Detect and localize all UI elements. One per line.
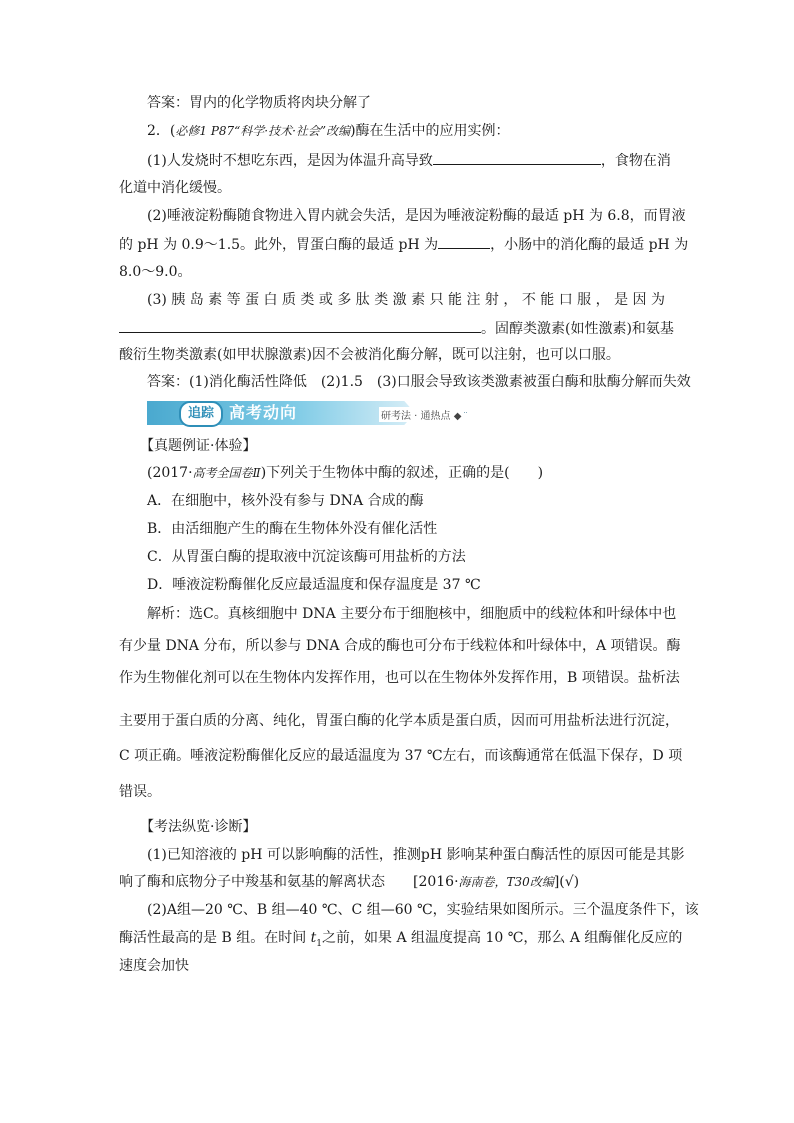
sub-question-3-cont — [119, 318, 674, 339]
sub-question-2: (2)唾液淀粉酶随食物进入胃内就会失活，是因为唾液淀粉酶的最适 pH 为 6.8，而胃液 — [147, 208, 686, 224]
sub-question-3: (3) 胰 岛 素 等 蛋 白 质 类 或 多 肽 类 激 素 只 能 注 射 ， 不 能 口 服 ， 是 因 为 — [147, 292, 665, 308]
time-variable: t — [310, 930, 317, 946]
answer-blank — [438, 234, 490, 249]
text-segment: ，小肠中的消化酶的最适 pH 为 — [490, 237, 689, 253]
banner-note: 研考法 · 通热点 ◆ — [379, 407, 463, 422]
diagnosis-2-cont — [119, 928, 682, 954]
section-heading-diagnosis: 【考法纵览·诊断】 — [140, 819, 257, 835]
analysis-line-5: C 项正确。唾液淀粉酶催化反应的最适温度为 37 ℃左右，而该酶通常在低温下保存，D 项 — [119, 748, 683, 764]
banner-title: 高考动向 — [229, 403, 298, 422]
diagnosis-1-cont — [119, 872, 579, 892]
analysis-line-4: 主要用于蛋白质的分离、纯化，胃蛋白酶的化学本质是蛋白质，因而可用盐析法进行沉淀， — [119, 713, 679, 729]
sub-question-1 — [147, 150, 671, 171]
text-segment: 的 pH 为 0.9～1.5。此外，胃蛋白酶的最适 pH 为 — [119, 237, 439, 253]
analysis-line-2: 有少量 DNA 分布，所以参与 DNA 合成的酶也可分布于线粒体和叶绿体中，A 项错误。酶 — [119, 638, 681, 654]
source-note: 高考全国卷Ⅱ — [192, 466, 261, 480]
source-note: 海南卷，T30改编 — [458, 875, 554, 889]
text-segment: (1)人发烧时不想吃东西，是因为体温升高导致 — [147, 153, 433, 169]
banner-badge: 追踪 — [179, 401, 223, 427]
question-2-title — [147, 121, 510, 141]
diagnosis-1: (1)已知溶液的 pH 可以影响酶的活性，推测pH 影响某种蛋白酶活性的原因可能是其影 — [147, 847, 685, 863]
text-segment: 响了酶和底物分子中羧基和氨基的解离状态 [2016· — [119, 874, 459, 890]
sub-question-2-end: 8.0～9.0。 — [119, 264, 192, 280]
sub-question-1-cont: 化道中消化缓慢。 — [119, 180, 231, 196]
sub-question-3-end: 酸衍生物类激素(如甲状腺激素)因不会被消化酶分解，既可以注射，也可以口服。 — [119, 347, 620, 363]
analysis-line-3: 作为生物催化剂可以在生物体内发挥作用，也可以在生物体外发挥作用，B 项错误。盐析法 — [119, 670, 680, 686]
diagnosis-2-end: 速度会加快 — [119, 958, 189, 974]
option-a: A．在细胞中，核外没有参与 DNA 合成的酶 — [147, 493, 424, 509]
source-note: 必修1 P87“科学·技术·社会”改编 — [175, 124, 351, 138]
text-segment: ，食物在消 — [600, 153, 671, 169]
text-segment: ](√) — [553, 874, 580, 890]
option-c: C．从胃蛋白酶的提取液中沉淀该酶可用盐析的方法 — [147, 549, 466, 565]
text-segment: )下列关于生物体中酶的叙述，正确的是( ) — [260, 465, 544, 481]
answer-line-2: 答案：(1)消化酶活性降低 (2)1.5 (3)口服会导致该类激素被蛋白酶和肽酶分解而失效 — [147, 374, 691, 390]
sub-question-2-cont — [119, 234, 688, 255]
time-subscript: 1 — [316, 938, 323, 949]
diagnosis-2: (2)A组—20 ℃、B 组—40 ℃、C 组—60 ℃，实验结果如图所示。三个温度条件下，该 — [147, 902, 699, 918]
question-text: )酶在生活中的应用实例： — [350, 123, 510, 139]
text-segment: 。固醇类激素(如性激素)和氨基 — [481, 321, 674, 337]
exam-question — [147, 463, 543, 483]
section-heading-examples: 【真题例证·体验】 — [140, 438, 257, 454]
text-segment: (2017· — [147, 465, 193, 481]
question-number: 2．( — [147, 123, 176, 139]
answer-blank — [433, 150, 601, 165]
text-segment: 酶活性最高的是 B 组。在时间 — [119, 930, 311, 946]
answer-line-1: 答案：胃内的化学物质将肉块分解了 — [147, 95, 371, 111]
answer-blank — [119, 318, 481, 333]
option-d: D．唾液淀粉酶催化反应最适温度和保存温度是 37 ℃ — [147, 577, 481, 593]
analysis-line-1: 解析：选C。真核细胞中 DNA 主要分布于细胞核中，细胞质中的线粒体和叶绿体中也 — [147, 606, 677, 622]
option-b: B．由活细胞产生的酶在生物体外没有催化活性 — [147, 521, 438, 537]
analysis-line-6: 错误。 — [119, 784, 161, 800]
section-banner — [147, 401, 467, 425]
text-segment: 之前，如果 A 组温度提高 10 ℃，那么 A 组酶催化反应的 — [322, 930, 683, 946]
